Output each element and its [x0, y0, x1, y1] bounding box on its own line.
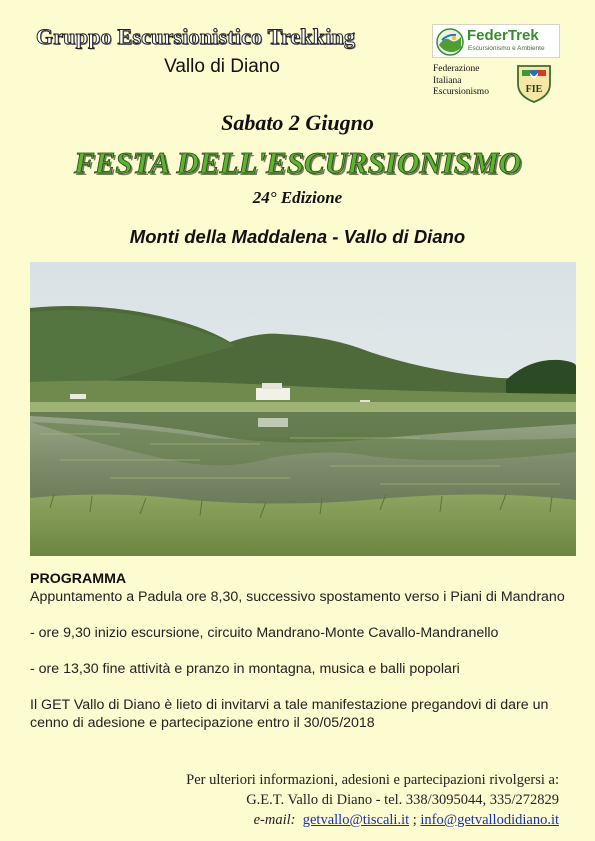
contacts-phone: G.E.T. Vallo di Diano - tel. 338/3095044, 335/272829: [246, 792, 559, 808]
fie-label-line: Italiana: [433, 75, 462, 86]
federtrek-logo-icon: [436, 28, 464, 56]
email-label: e-mail:: [253, 812, 296, 828]
landscape-photo: [30, 262, 576, 556]
fie-shield-icon: [514, 62, 554, 104]
fie-emblem-text: FIE: [525, 84, 543, 95]
org-subtitle: Vallo di Diano: [164, 56, 280, 77]
event-title: FESTA DELL'ESCURSIONISMO: [73, 145, 522, 180]
fie-label-line: Escursionismo: [433, 87, 489, 97]
federtrek-logo: [432, 24, 560, 58]
org-title: Gruppo Escursionistico Trekking: [36, 24, 356, 49]
event-edition: 24° Edizione: [252, 188, 343, 207]
email-link-tiscali[interactable]: getvallo@tiscali.it: [302, 812, 410, 828]
programma-heading: PROGRAMMA: [30, 571, 127, 587]
fie-label-line: Federazione: [433, 64, 480, 74]
email-link-info[interactable]: info@getvallodidiano.it: [420, 812, 559, 828]
email-separator: ;: [409, 812, 421, 828]
fie-label: [433, 64, 513, 99]
programma-paragraph: Appuntamento a Padula ore 8,30, successivo spostamento verso i Piani di Mandrano: [30, 589, 565, 605]
event-location: Monti della Maddalena - Vallo di Diano: [129, 226, 466, 247]
contacts-intro: Per ulteriori informazioni, adesioni e partecipazioni rivolgersi a:: [186, 772, 559, 788]
programma-section: [30, 570, 570, 732]
programma-paragraph: - ore 9,30 inizio escursione, circuito Mandrano-Monte Cavallo-Mandranello: [30, 625, 499, 641]
federtrek-name: FederTrek: [467, 27, 539, 44]
federtrek-tagline: Escursionismo e Ambiente: [468, 45, 545, 52]
programma-paragraph: Il GET Vallo di Diano è lieto di invitarvi a tale manifestazione pregandovi di dare un cenno di adesione e partecipazione entro il 30/05/2018: [30, 697, 549, 731]
programma-paragraph: - ore 13,30 fine attività e pranzo in montagna, musica e balli popolari: [30, 661, 460, 677]
contacts-email-line: [19, 810, 559, 830]
event-date: Sabato 2 Giugno: [221, 110, 374, 135]
contacts-section: [19, 770, 559, 830]
